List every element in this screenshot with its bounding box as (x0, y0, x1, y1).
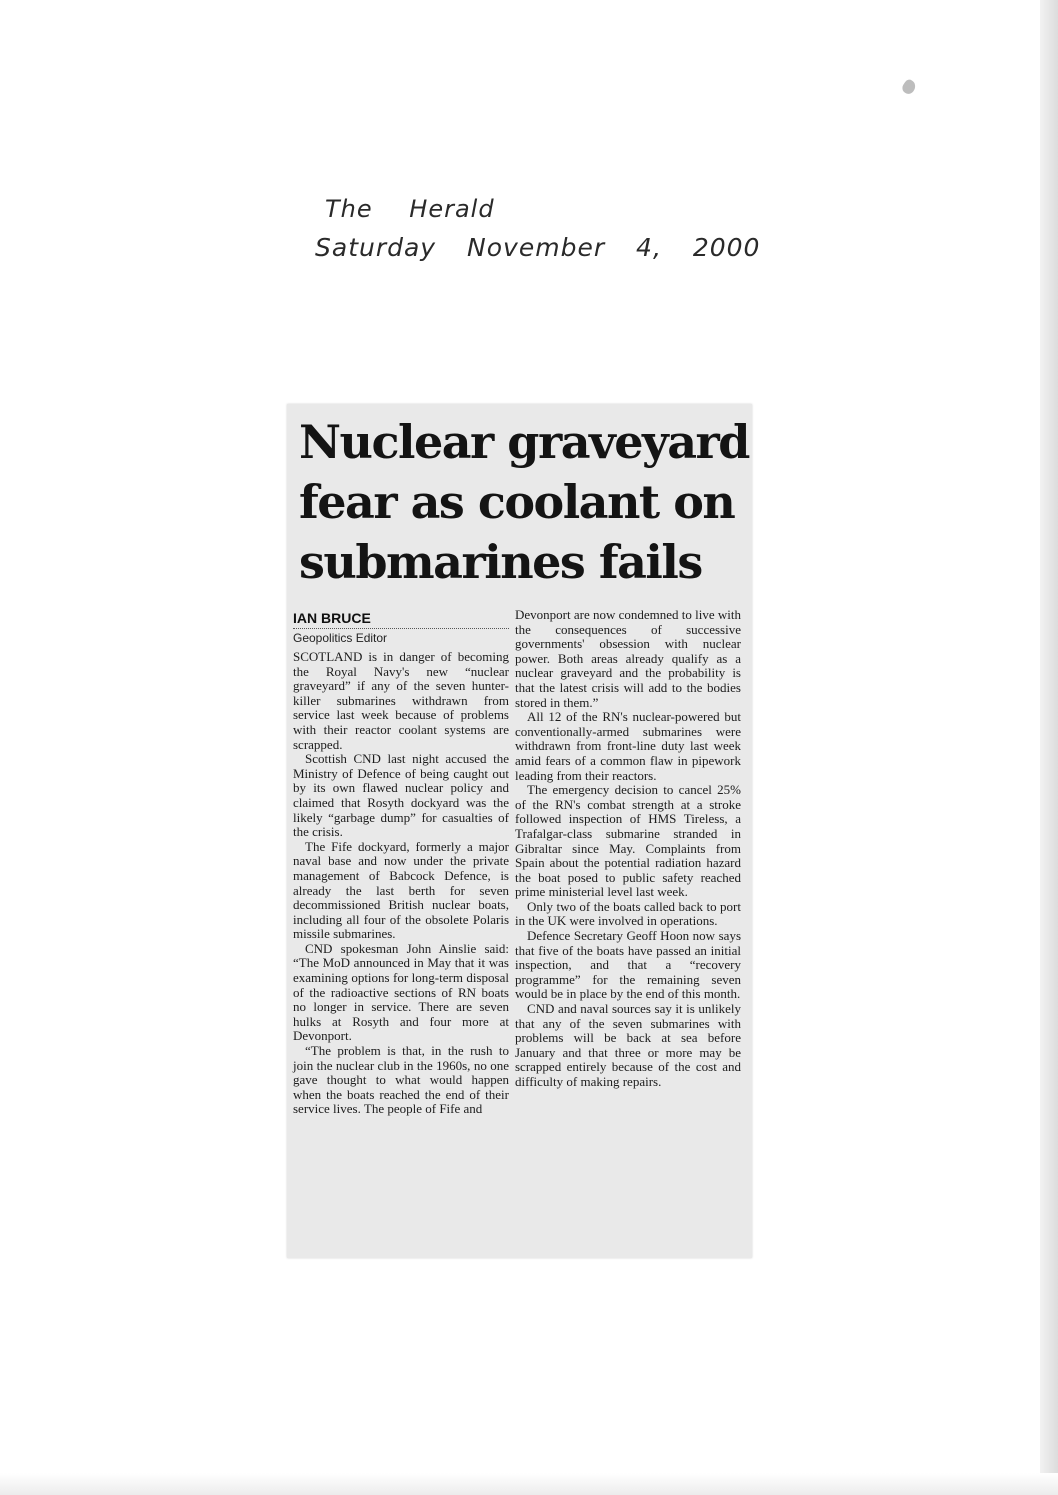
article-paragraph: Defence Secretary Geoff Hoon now says that five of the boats have passed an initial inspection, and that a “recovery programme” for the remaining seven would be in place by the end of this month. (515, 928, 741, 1002)
article-paragraph: CND and naval sources say it is unlikely that any of the seven submarines with problems will be back at sea before January and that three or more may be scrapped entirely because of the cost and difficulty of making repairs. (515, 1001, 741, 1089)
author-byline: IAN BRUCE (293, 610, 509, 629)
article-column-right (515, 608, 741, 1090)
handwritten-date-note: Saturday November 4, 2000 (315, 233, 761, 262)
scan-edge-shadow (1040, 0, 1058, 1495)
article-paragraph: The emergency decision to cancel 25% of the RN's combat strength at a stroke followed inspection of HMS Tireless, a Trafalgar-class submarine stranded in Gibraltar since May. Complaints from Spain about the potential radiation hazard the boat posed to public safety reached prime ministerial level last week. (515, 782, 741, 900)
handwritten-publication-note: The Herald (325, 195, 495, 223)
article-paragraph: Devonport are now condemned to live with the consequences of successive governments' obsession with nuclear power. Both areas already qualify as a nuclear graveyard and the probability is that the latest crisis will add to the bodies stored in them.” (515, 607, 741, 710)
article-paragraph: SCOTLAND is in danger of becoming the Royal Navy's new “nuclear graveyard” if any of the seven hunter-killer submarines withdrawn from service last week because of problems with their reactor coolant systems are scrapped. (293, 649, 509, 752)
article-paragraph: CND spokesman John Ainslie said: “The MoD announced in May that it was examining options for long-term disposal of the radioactive sections of RN boats no longer in service. There are seven hulks at Rosyth and four more at Devonport. (293, 940, 509, 1044)
article-headline (299, 412, 749, 592)
author-role: Geopolitics Editor (293, 631, 388, 645)
article-paragraph: Only two of the boats called back to port in the UK were involved in operations. (515, 898, 741, 929)
article-column-left (293, 608, 509, 1117)
article-paragraph: The Fife dockyard, formerly a major naval base and now under the private management of Babcock Defence, is already the last berth for seven decommissioned British nuclear boats, including all four of the obsolete Polaris missile submarines. (293, 838, 509, 942)
article-paragraph: “The problem is that, in the rush to join the nuclear club in the 1960s, no one gave thought to what would happen when the boats reached the end of their service lives. The people of Fife and (293, 1043, 509, 1117)
article-paragraph: Scottish CND last night accused the Ministry of Defence of being caught out by its own flawed nuclear policy and claimed that Rosyth dockyard was the likely “garbage dump” for casualties of the crisis. (293, 751, 509, 840)
scan-bottom-shadow (0, 1473, 1058, 1495)
article-paragraph: All 12 of the RN's nuclear-powered but conventionally-armed submarines were withdrawn from front-line duty last week amid fears of a common flaw in pipework leading from their reactors. (515, 709, 741, 783)
headline-line: fear as coolant on (299, 475, 735, 529)
headline-line: Nuclear graveyard (299, 415, 749, 469)
headline-line: submarines fails (299, 535, 702, 589)
scan-speck (900, 78, 918, 96)
newspaper-clipping (287, 404, 752, 1258)
